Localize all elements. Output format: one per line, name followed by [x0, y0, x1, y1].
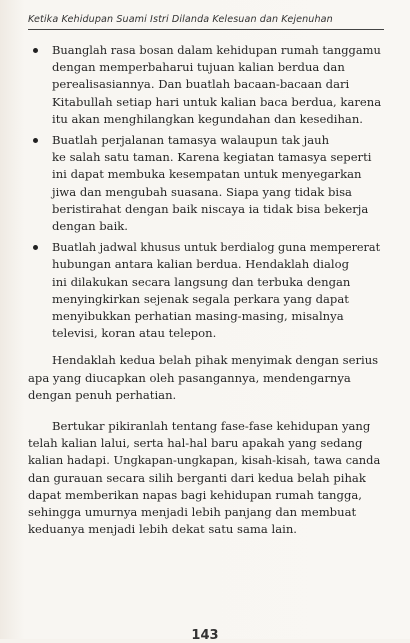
bullet-icon [33, 138, 38, 143]
text-line: dengan penuh perhatian. [28, 387, 177, 402]
text-line: Buatlah jadwal khusus untuk berdialog guna mempererat [52, 241, 381, 255]
bullet-item [28, 42, 384, 128]
body-paragraph [28, 352, 384, 404]
text-line: telah kalian lalui, serta hal-hal baru apakah yang sedang [28, 436, 363, 451]
text-line: ini dilakukan secara langsung dan terbuka dengan [52, 274, 351, 289]
text-line: televisi, koran atau telepon. [52, 326, 217, 341]
text-line: perealisasiannya. Dan buatlah bacaan-bacaan dari [52, 77, 350, 92]
text-line: keduanya menjadi lebih dekat satu sama lain. [28, 522, 297, 537]
text-line: sehingga umurnya menjadi lebih panjang dan membuat [28, 505, 357, 520]
bullet-list [28, 42, 384, 342]
text-line: Hendaklah kedua belah pihak menyimak dengan serius [52, 353, 379, 368]
text-line: dapat memberikan napas bagi kehidupan rumah tangga, [28, 487, 362, 502]
text-line: dengan baik. [52, 219, 128, 234]
text-line: dan gurauan secara silih berganti dari kedua belah pihak [28, 470, 366, 485]
bullet-icon [33, 48, 38, 53]
text-line: beristirahat dengan baik niscaya ia tidak bisa bekerja [52, 201, 369, 216]
text-line: menyibukkan perhatian masing-masing, misalnya [52, 309, 344, 324]
bullet-item [28, 132, 384, 235]
text-line: hubungan antara kalian berdua. Hendaklah dialog [52, 257, 349, 272]
bullet-icon [33, 245, 38, 250]
text-line: menyingkirkan sejenak segala perkara yang dapat [52, 291, 349, 306]
text-line: Buatlah perjalanan tamasya walaupun tak jauh [52, 133, 330, 148]
running-header: Ketika Kehidupan Suami Istri Dilanda Kelesuan dan Kejenuhan [28, 14, 384, 30]
body-paragraph [28, 418, 384, 538]
text-line: itu akan menghilangkan kegundahan dan kesedihan. [52, 111, 363, 126]
text-line: ini dapat membuka kesempatan untuk menyegarkan [52, 167, 362, 182]
bullet-item [28, 239, 384, 342]
text-line: Bertukar pikiranlah tentang fase-fase kehidupan yang [52, 419, 371, 434]
page-number: 143 [191, 628, 219, 643]
text-line: Buanglah rasa bosan dalam kehidupan rumah tanggamu [52, 43, 381, 57]
text-line: jiwa dan mengubah suasana. Siapa yang tidak bisa [52, 184, 352, 199]
text-line: kalian hadapi. Ungkapan-ungkapan, kisah-kisah, tawa canda [28, 453, 381, 468]
text-line: apa yang diucapkan oleh pasangannya, mendengarnya [28, 370, 351, 385]
text-line: Kitabullah setiap hari untuk kalian baca berdua, karena [52, 94, 382, 109]
text-line: ke salah satu taman. Karena kegiatan tamasya seperti [52, 150, 372, 165]
text-line: dengan memperbaharui tujuan kalian berdua dan [52, 60, 345, 75]
